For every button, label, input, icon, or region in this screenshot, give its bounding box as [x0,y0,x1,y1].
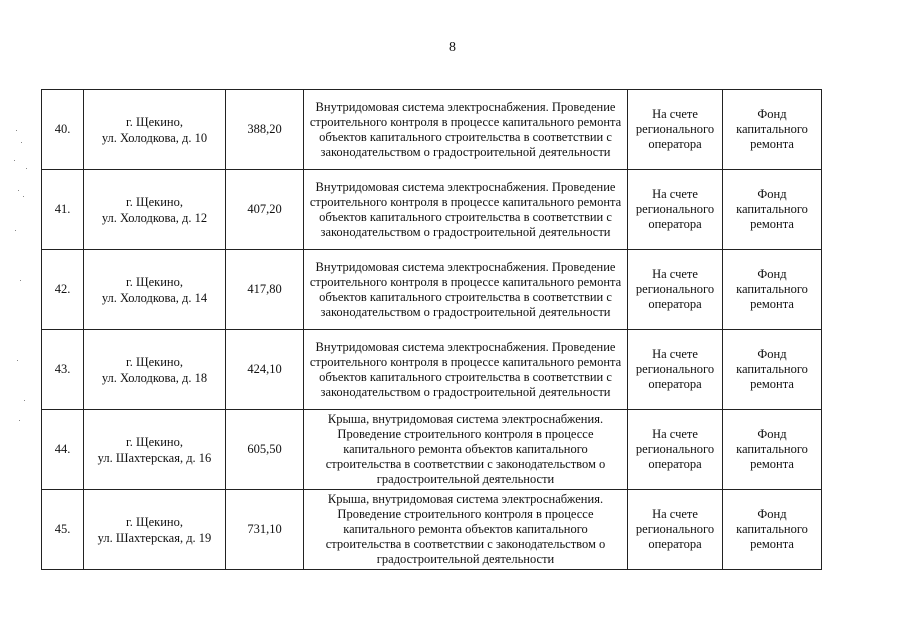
area-cell: 388,20 [226,90,304,170]
work-description-cell: Крыша, внутридомовая система электроснабжения. Проведение строительного контроля в процессе капитального ремонта объектов капитального строительства в соответствии с законодательством о градостроительной деятельности [304,410,628,490]
row-number: 45. [42,490,84,570]
address-city: г. Щекино, [126,114,183,129]
work-description-cell: Крыша, внутридомовая система электроснабжения. Проведение строительного контроля в процессе капитального ремонта объектов капитального строительства в соответствии с законодательством о градостроительной деятельности [304,490,628,570]
page-number: 8 [449,40,456,55]
address-city: г. Щекино, [126,274,183,289]
row-number: 41. [42,170,84,250]
funding-account-cell: На счете регионального оператора [628,490,723,570]
funding-account-cell: На счете регионального оператора [628,170,723,250]
funding-account-cell: На счете регионального оператора [628,250,723,330]
fund-cell: Фонд капитального ремонта [723,410,822,490]
address-cell [84,330,226,410]
address-street: ул. Холодкова, д. 18 [101,370,208,385]
area-cell: 417,80 [226,250,304,330]
address-city: г. Щекино, [126,194,183,209]
fund-cell: Фонд капитального ремонта [723,90,822,170]
fund-cell: Фонд капитального ремонта [723,170,822,250]
address-cell [84,90,226,170]
address-cell [84,250,226,330]
table-row [42,250,822,330]
address-street: ул. Шахтерская, д. 19 [97,530,212,545]
table-row [42,410,822,490]
table-row [42,490,822,570]
address-cell [84,410,226,490]
table-row [42,330,822,410]
address-city: г. Щекино, [126,354,183,369]
row-number: 44. [42,410,84,490]
fund-cell: Фонд капитального ремонта [723,490,822,570]
address-street: ул. Холодкова, д. 12 [101,210,208,225]
fund-cell: Фонд капитального ремонта [723,250,822,330]
funding-account-cell: На счете регионального оператора [628,410,723,490]
address-street: ул. Холодкова, д. 14 [101,290,208,305]
repair-works-table [41,89,822,570]
work-description-cell: Внутридомовая система электроснабжения. Проведение строительного контроля в процессе капитального ремонта объектов капитального строительства в соответствии с законодательством о градостроительной деятельности [304,170,628,250]
address-street: ул. Шахтерская, д. 16 [97,450,212,465]
funding-account-cell: На счете регионального оператора [628,90,723,170]
address-cell [84,490,226,570]
address-city: г. Щекино, [126,514,183,529]
row-number: 42. [42,250,84,330]
row-number: 43. [42,330,84,410]
address-cell [84,170,226,250]
table-row [42,170,822,250]
table-row [42,90,822,170]
area-cell: 605,50 [226,410,304,490]
scan-margin-specks [12,120,42,440]
work-description-cell: Внутридомовая система электроснабжения. Проведение строительного контроля в процессе капитального ремонта объектов капитального строительства в соответствии с законодательством о градостроительной деятельности [304,250,628,330]
area-cell: 407,20 [226,170,304,250]
work-description-cell: Внутридомовая система электроснабжения. Проведение строительного контроля в процессе капитального ремонта объектов капитального строительства в соответствии с законодательством о градостроительной деятельности [304,330,628,410]
area-cell: 424,10 [226,330,304,410]
row-number: 40. [42,90,84,170]
address-street: ул. Холодкова, д. 10 [101,130,208,145]
funding-account-cell: На счете регионального оператора [628,330,723,410]
fund-cell: Фонд капитального ремонта [723,330,822,410]
work-description-cell: Внутридомовая система электроснабжения. Проведение строительного контроля в процессе капитального ремонта объектов капитального строительства в соответствии с законодательством о градостроительной деятельности [304,90,628,170]
area-cell: 731,10 [226,490,304,570]
address-city: г. Щекино, [126,434,183,449]
